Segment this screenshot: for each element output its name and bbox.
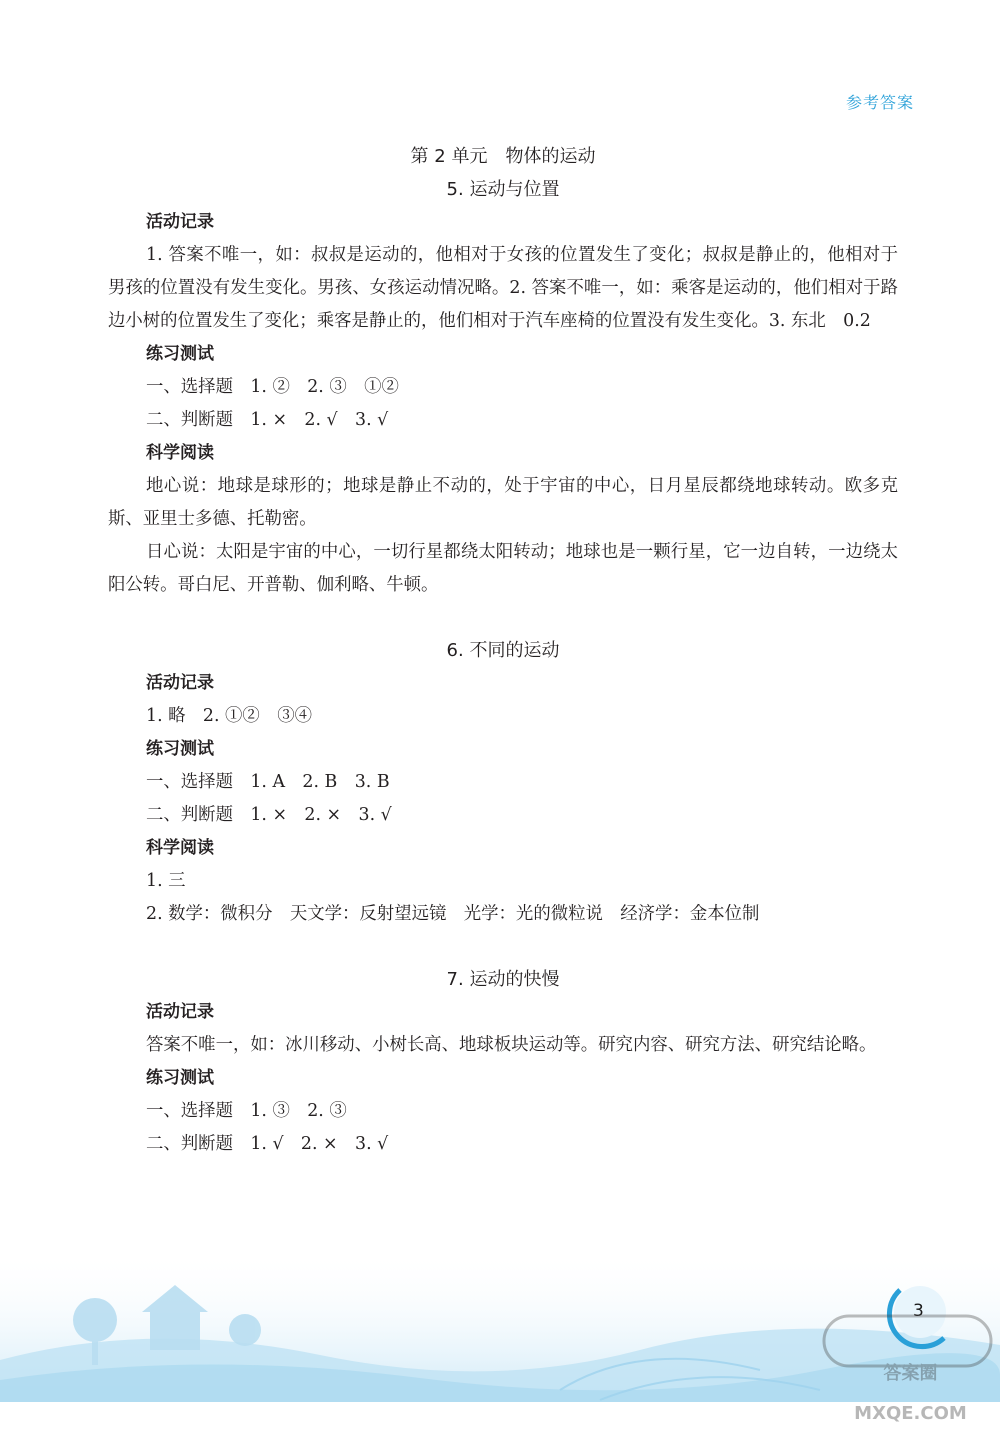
activity-heading: 活动记录 (146, 673, 214, 693)
practice-heading: 练习测试 (146, 739, 214, 759)
practice-heading: 练习测试 (146, 1068, 214, 1088)
lesson-title: 6. 不同的运动 (446, 640, 560, 661)
practice-judge: 二、判断题 1. × 2. × 3. √ (146, 805, 392, 825)
practice-choice: 一、选择题 1. A 2. B 3. B (146, 772, 390, 792)
reading-paragraph: 日心说：太阳是宇宙的中心，一切行星都绕太阳转动；地球也是一颗行星，它一边自转，一边绕太阳公转。哥白尼、开普勒、伽利略、牛顿。 (108, 542, 898, 595)
watermark-text: 答案圈 MXQE.COM (854, 1363, 967, 1424)
activity-text: 1. 答案不唯一，如：叔叔是运动的，他相对于女孩的位置发生了变化；叔叔是静止的，他相对于男孩的位置没有发生变化。男孩、女孩运动情况略。2. 答案不唯一，如：乘客是运动的，他们相对于路边小树的位置发生了变化；乘客是静止的，他们相对于汽车座椅的位置没有发生变化。3. 东北 0.2 (108, 245, 898, 331)
activity-heading: 活动记录 (146, 1002, 214, 1022)
reading-line: 2. 数学：微积分 天文学：反射望远镜 光学：光的微粒说 经济学：金本位制 (146, 904, 760, 924)
lesson-title: 7. 运动的快慢 (446, 969, 560, 990)
lesson-title: 5. 运动与位置 (446, 179, 560, 200)
lesson-7-section (108, 963, 898, 1161)
reading-heading: 科学阅读 (146, 838, 214, 858)
page-number: 3 (913, 1301, 924, 1321)
reading-line: 1. 三 (146, 871, 186, 891)
reading-heading: 科学阅读 (146, 443, 214, 463)
page-content (108, 140, 898, 1161)
practice-choice: 一、选择题 1. ③ 2. ③ (146, 1101, 347, 1121)
practice-judge: 二、判断题 1. × 2. √ 3. √ (146, 410, 389, 430)
watermark-logo (820, 1310, 995, 1424)
unit-title: 第 2 单元 物体的运动 (410, 146, 596, 167)
practice-heading: 练习测试 (146, 344, 214, 364)
activity-heading: 活动记录 (146, 212, 214, 232)
reading-paragraph: 地心说：地球是球形的；地球是静止不动的，处于宇宙的中心，日月星辰都绕地球转动。欧多克斯、亚里士多德、托勒密。 (108, 476, 898, 529)
activity-text: 答案不唯一，如：冰川移动、小树长高、地球板块运动等。研究内容、研究方法、研究结论略。 (146, 1035, 877, 1055)
lesson-5-section (108, 173, 898, 602)
header-tag: 参考答案 (845, 93, 914, 112)
activity-text: 1. 略 2. ①② ③④ (146, 706, 312, 726)
practice-judge: 二、判断题 1. √ 2. × 3. √ (146, 1134, 389, 1154)
practice-choice: 一、选择题 1. ② 2. ③ ①② (146, 377, 399, 397)
lesson-6-section (108, 634, 898, 931)
